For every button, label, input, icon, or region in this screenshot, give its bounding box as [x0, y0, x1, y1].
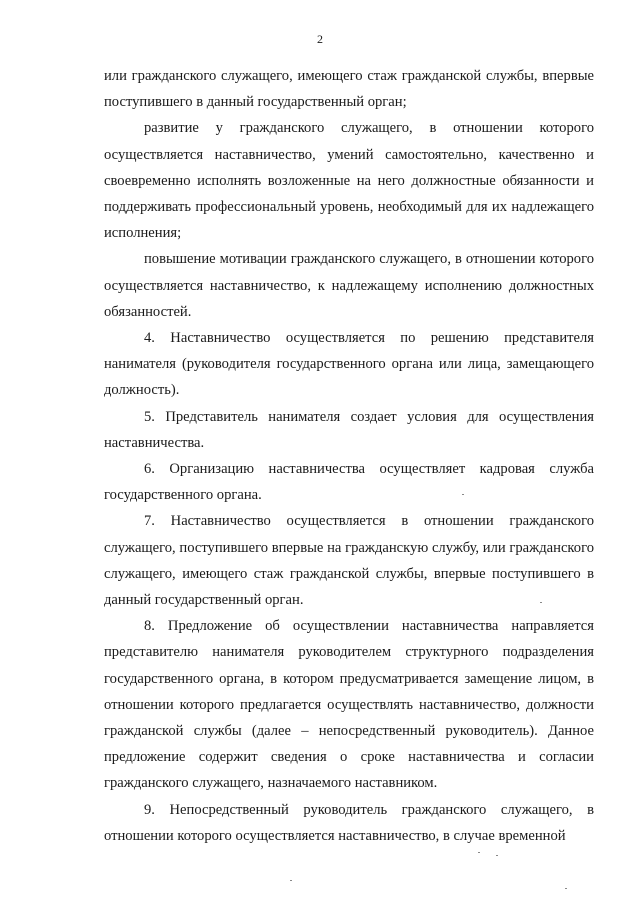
paragraph-intro: или гражданского служащего, имеющего стаж гражданской службы, впервые поступившего в данный государственный орган; — [104, 68, 594, 111]
page-number: 2 — [317, 32, 323, 46]
paragraph-item-4: 4. Наставничество осуществляется по решению представителя нанимателя (руководителя государственного органа или лица, замещающего должность). — [104, 330, 594, 399]
paragraph-item-8: 8. Предложение об осуществлении наставничества направляется представителю нанимателя руководителем структурного подразделения государственного органа, в котором предусматривается замещение лицом, в отношении которого предлагается осуществлять наставничество, должности гражданской службы (далее – непосредственный руководитель). Данное предложение содержит сведения о сроке наставничества и согласии гражданского служащего, назначаемого наставником. — [104, 618, 594, 792]
scan-speck — [565, 888, 567, 889]
scan-speck — [540, 602, 542, 603]
paragraph-motivation: повышение мотивации гражданского служащего, в отношении которого осуществляется наставничество, к надлежащему исполнению должностных обязанностей. — [104, 251, 594, 320]
paragraph-item-9: 9. Непосредственный руководитель гражданского служащего, в отношении которого осуществляется наставничество, в случае временной — [104, 801, 594, 844]
paragraph-item-5: 5. Представитель нанимателя создает условия для осуществления наставничества. — [104, 408, 594, 451]
document-body — [104, 63, 594, 849]
paragraph-development: развитие у гражданского служащего, в отношении которого осуществляется наставничество, умений самостоятельно, качественно и своевременно исполнять возложенные на него должностные обязанности и поддерживать профессиональный уровень, необходимый для их надлежащего исполнения; — [104, 120, 594, 242]
scan-speck — [462, 494, 464, 495]
scan-speck — [478, 852, 480, 853]
paragraph-item-7: 7. Наставничество осуществляется в отношении гражданского служащего, поступившего впервые на гражданскую службу, или гражданского служащего, имеющего стаж гражданской службы, впервые поступившего в данный государственный орган. — [104, 513, 594, 609]
scan-speck — [290, 880, 292, 881]
paragraph-item-6: 6. Организацию наставничества осуществляет кадровая служба государственного органа. — [104, 461, 594, 504]
scan-speck — [496, 855, 498, 856]
